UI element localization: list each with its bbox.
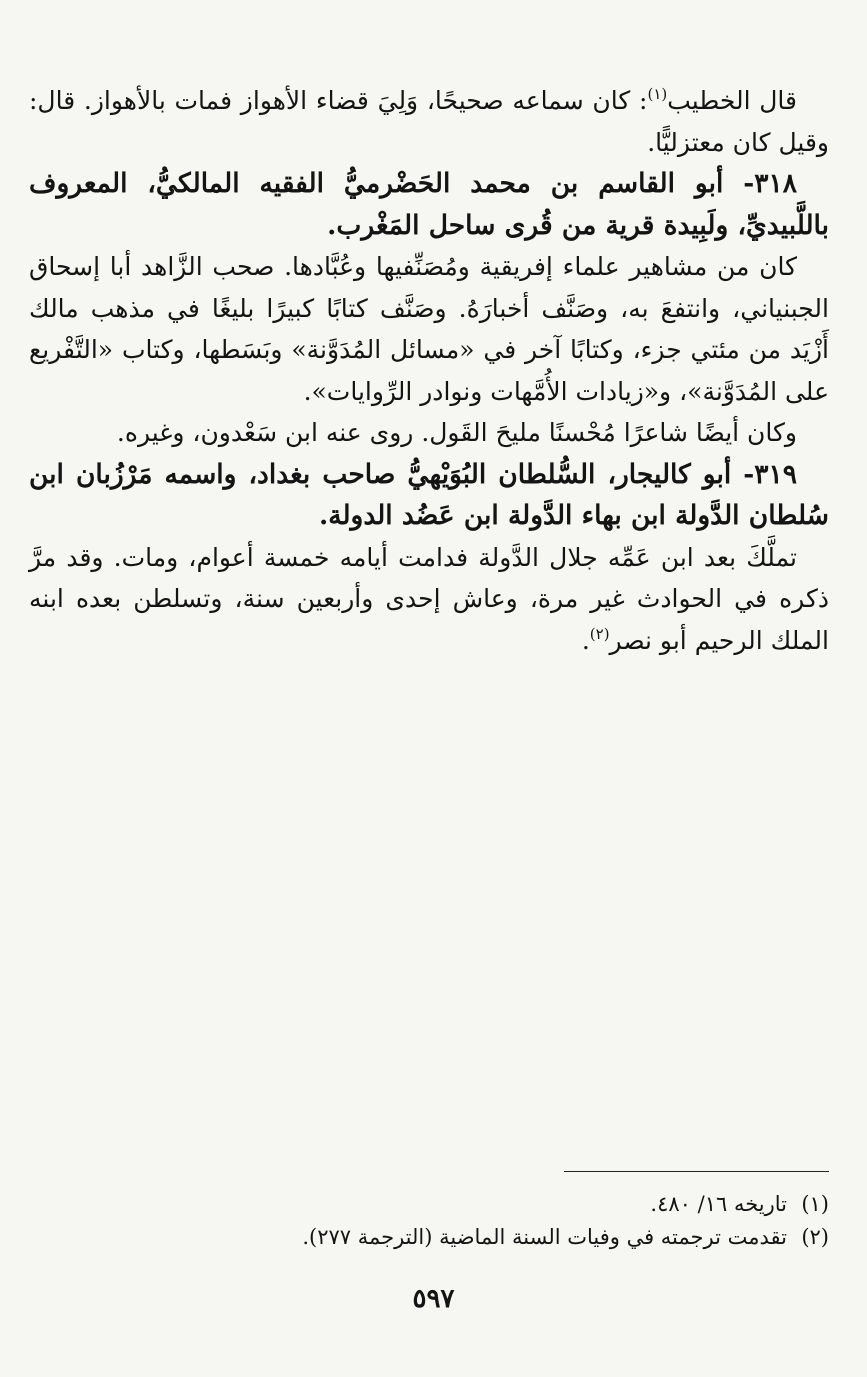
footnote-2 — [29, 1221, 829, 1254]
footnote-ref-2[interactable]: (٢) — [589, 624, 610, 643]
entry-number: ٣١٨- — [743, 168, 797, 199]
footnote-mark: (٢) — [801, 1225, 829, 1249]
main-text — [29, 80, 829, 661]
paragraph-text: : كان سماعه صحيحًا، وَلِيَ قضاء الأهواز فمات بالأهواز. قال: وقيل كان معتزليًّا. — [29, 86, 829, 157]
paragraph-318-poet: وكان أيضًا شاعرًا مُحْسنًا مليحَ القَول. روى عنه ابن سَعْدون، وغيره. — [116, 418, 797, 447]
entry-heading-318 — [29, 163, 829, 246]
entry-heading-319 — [29, 454, 829, 537]
footnotes — [29, 1188, 829, 1254]
entry-title: أبو القاسم بن محمد الحَضْرميُّ الفقيه المالكيُّ، المعروف باللَّبيديِّ، ولَبِيدة قرية من قُرى ساحل المَغْرب. — [29, 168, 829, 241]
paragraph-khatib — [29, 80, 829, 163]
paragraph-text: تملَّكَ بعد ابن عَمِّه جلال الدَّولة فدامت أيامه خمسة أعوام، ومات. وقد مرَّ ذكره في الحوادث غير مرة، وعاش إحدى وأربعين سنة، وتسلطن بعده ابنه الملك الرحيم أبو نصر — [29, 542, 829, 655]
page-number: ٥٩٧ — [412, 1284, 455, 1314]
paragraph-319-body — [29, 537, 829, 662]
entry-number: ٣١٩- — [743, 458, 797, 490]
paragraph-text: . — [581, 625, 590, 655]
footnote-text: تاريخه ١٦/ ٤٨٠. — [650, 1192, 787, 1216]
footnote-divider — [564, 1171, 829, 1172]
footnote-1 — [29, 1188, 829, 1221]
footnote-text: تقدمت ترجمته في وفيات السنة الماضية (الترجمة ٢٧٧). — [302, 1225, 787, 1249]
footnote-mark: (١) — [801, 1192, 829, 1216]
entry-title: أبو كاليجار، السُّلطان البُوَيْهيُّ صاحب بغداد، واسمه مَرْزُبان ابن سُلطان الدَّولة ابن بهاء الدَّولة ابن عَضُد الدولة. — [29, 458, 829, 531]
paragraph-text: قال الخطيب — [667, 86, 798, 115]
footnote-ref-1[interactable]: (١) — [647, 85, 668, 103]
paragraph-318-body: كان من مشاهير علماء إفريقية ومُصَنِّفيها وعُبَّادها. صحب الزَّاهد أبا إسحاق الجبنياني، وانتفعَ به، وصَنَّف أخبارَهُ. وصَنَّف كتابًا كبيرًا بليغًا في مذهب مالك أَزْيَد من مئتي جزء، وكتابًا آخر في «مسائل المُدَوَّنة» وبَسَطها، وكتاب «التَّفْريع على المُدَوَّنة»، و«زيادات الأُمَّهات ونوادر الرِّوايات». — [29, 252, 829, 406]
